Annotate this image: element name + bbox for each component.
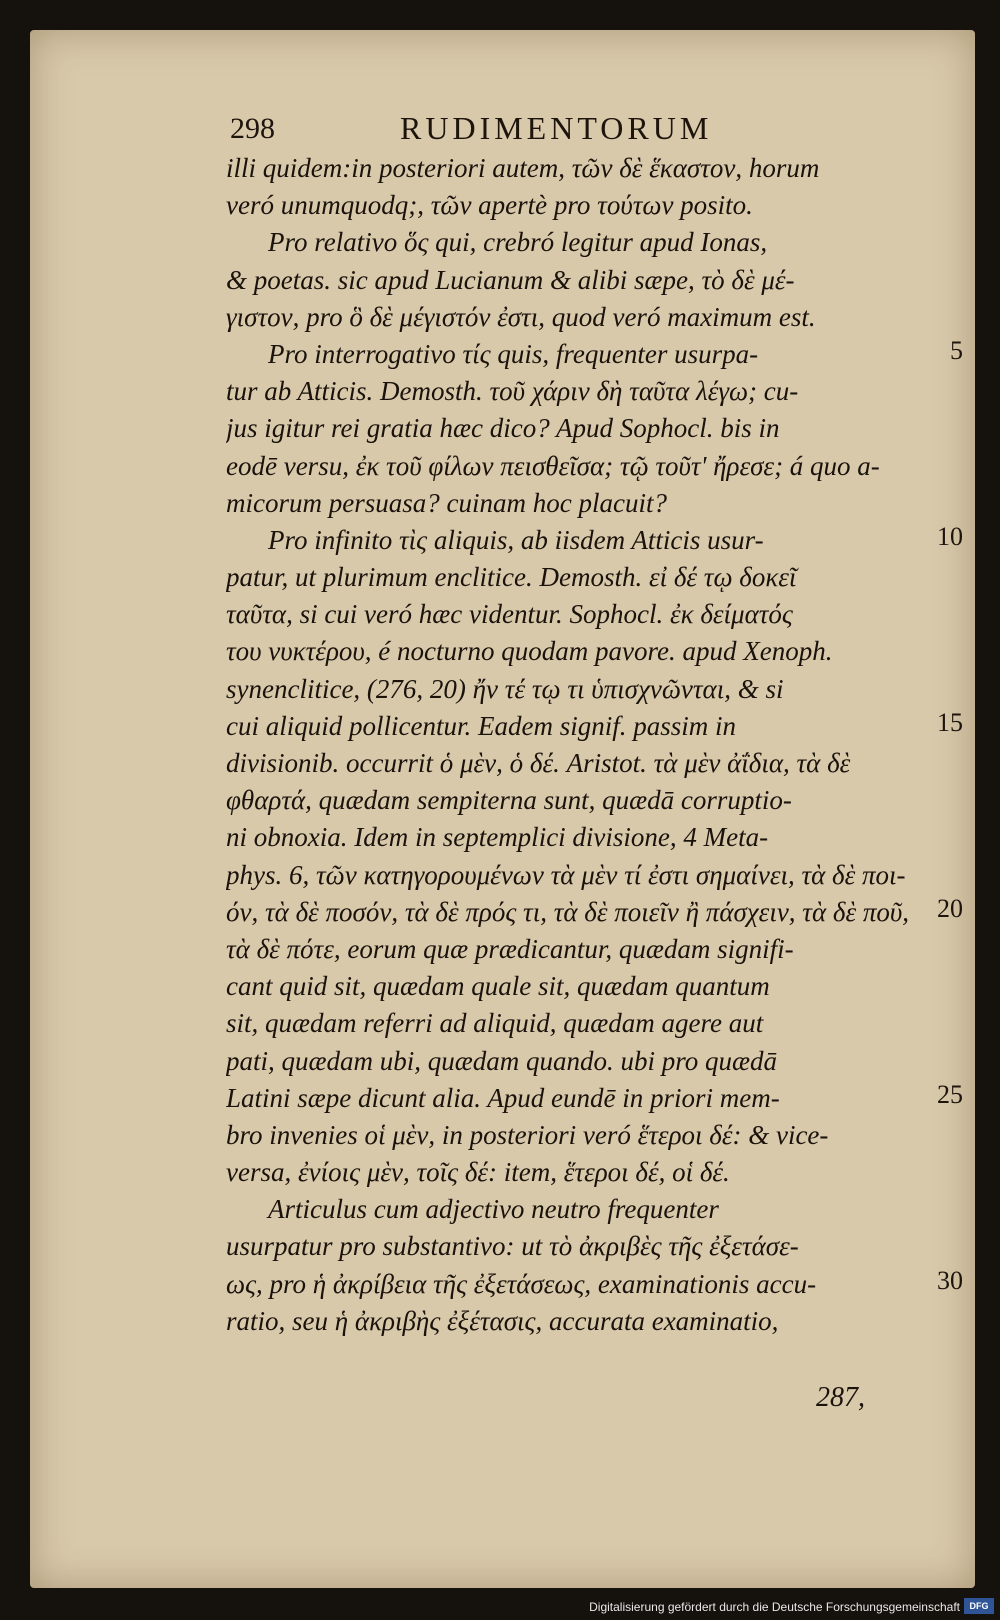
text-line: cui aliquid pollicentur. Eadem signif. passim in bbox=[226, 710, 736, 741]
text-line: Pro infinito τὶς aliquis, ab iisdem Atticis usur- bbox=[268, 524, 764, 555]
line-number: 15 bbox=[937, 708, 963, 737]
text-line: Latini sæpe dicunt alia. Apud eundē in priori mem- bbox=[226, 1082, 780, 1113]
text-line: versa, ἐνίοις μὲν, τοῖς δέ: item, ἕτεροι δέ, οἱ δέ. bbox=[226, 1157, 730, 1188]
line-number: 20 bbox=[937, 894, 963, 923]
text-line: ταῦτα, si cui veró hæc videntur. Sophocl. ἐκ δείματός bbox=[226, 599, 793, 630]
text-line: usurpatur pro substantivo: ut τὸ ἀκριβὲς τῆς ἐξετάσε- bbox=[226, 1231, 799, 1262]
line-number: 25 bbox=[937, 1080, 963, 1109]
text-line: jus igitur rei gratia hæc dico? Apud Sophocl. bis in bbox=[226, 413, 780, 444]
text-line: veró unumquodq;, τῶν apertè pro τούτων posito. bbox=[226, 190, 753, 221]
book-page bbox=[30, 30, 975, 1588]
text-line: όν, τὰ δὲ ποσόν, τὰ δὲ πρός τι, τὰ δὲ ποιεῖν ἢ πάσχειν, τὰ δὲ ποῦ, bbox=[226, 896, 910, 927]
text-line: τὰ δὲ πότε, eorum quæ prædicantur, quædam signifi- bbox=[226, 933, 794, 964]
line-number-margin bbox=[30, 150, 975, 1350]
text-line: phys. 6, τῶν κατηγορουμένων τὰ μὲν τί ἐστι σημαίνει, τὰ δὲ ποι- bbox=[226, 859, 906, 890]
text-line: patur, ut plurimum enclitice. Demosth. εἰ δέ τῳ δοκεῖ bbox=[226, 562, 797, 593]
text-line: micorum persuasa? cuinam hoc placuit? bbox=[226, 487, 667, 518]
text-line: φθαρτά, quædam sempiterna sunt, quædā corruptio- bbox=[226, 785, 792, 816]
text-line: divisionib. occurrit ὁ μὲν, ὁ δέ. Aristot. τὰ μὲν ἀΐδια, τὰ δὲ bbox=[226, 748, 851, 778]
text-line: eodē versu, ἐκ τοῦ φίλων πεισθεῖσα; τῷ τοῦτ' ἤρεσε; á quo a- bbox=[226, 450, 880, 481]
line-number: 30 bbox=[937, 1266, 963, 1295]
dfg-logo: DFG bbox=[964, 1598, 994, 1614]
text-line: bro invenies οἱ μὲν, in posteriori veró ἕτεροι δέ: & vice- bbox=[226, 1119, 829, 1150]
line-number: 10 bbox=[937, 522, 963, 551]
text-line: Pro relativo ὅς qui, crebró legitur apud Ionas, bbox=[268, 227, 768, 258]
page-number: 298 bbox=[230, 112, 275, 145]
text-line: pati, quædam ubi, quædam quando. ubi pro quædā bbox=[226, 1045, 778, 1076]
line-number: 5 bbox=[950, 336, 963, 365]
funding-notice: Digitalisierung gefördert durch die Deutsche Forschungsgemeinschaft bbox=[589, 1600, 960, 1614]
catchword: 287, bbox=[816, 1382, 865, 1413]
text-line: synenclitice, (276, 20) ἤν τέ τῳ τι ὑπισχνῶνται, & si bbox=[226, 673, 784, 704]
text-line: Articulus cum adjectivo neutro frequenter bbox=[268, 1194, 719, 1225]
text-line: ως, pro ἡ ἀκρίβεια τῆς ἐξετάσεως, examinationis accu- bbox=[226, 1268, 817, 1299]
running-head: RUDIMENTORUM bbox=[400, 110, 713, 146]
footer-bar bbox=[0, 1594, 1000, 1620]
page-header bbox=[30, 106, 975, 150]
text-line: Pro interrogativo τίς quis, frequenter usurpa- bbox=[268, 338, 759, 369]
text-line: sit, quædam referri ad aliquid, quædam agere aut bbox=[226, 1008, 764, 1039]
text-line: γιστον, pro ὃ δὲ μέγιστόν ἐστι, quod veró maximum est. bbox=[226, 301, 816, 332]
text-line: tur ab Atticis. Demosth. τοῦ χάριν δὴ ταῦτα λέγω; cu- bbox=[226, 376, 799, 407]
text-line: & poetas. sic apud Lucianum & alibi sæpe, τὸ δὲ μέ- bbox=[226, 264, 795, 295]
text-line: του νυκτέρου, é nocturno quodam pavore. apud Xenoph. bbox=[226, 636, 833, 667]
text-line: ratio, seu ἡ ἀκριβὴς ἐξέτασις, accurata examinatio, bbox=[226, 1305, 779, 1336]
text-line: ni obnoxia. Idem in septemplici divisione, 4 Meta- bbox=[226, 822, 769, 853]
text-line: cant quid sit, quædam quale sit, quædam quantum bbox=[226, 971, 770, 1002]
text-line: illi quidem:in posteriori autem, τῶν δὲ ἕκαστον, horum bbox=[226, 153, 820, 183]
